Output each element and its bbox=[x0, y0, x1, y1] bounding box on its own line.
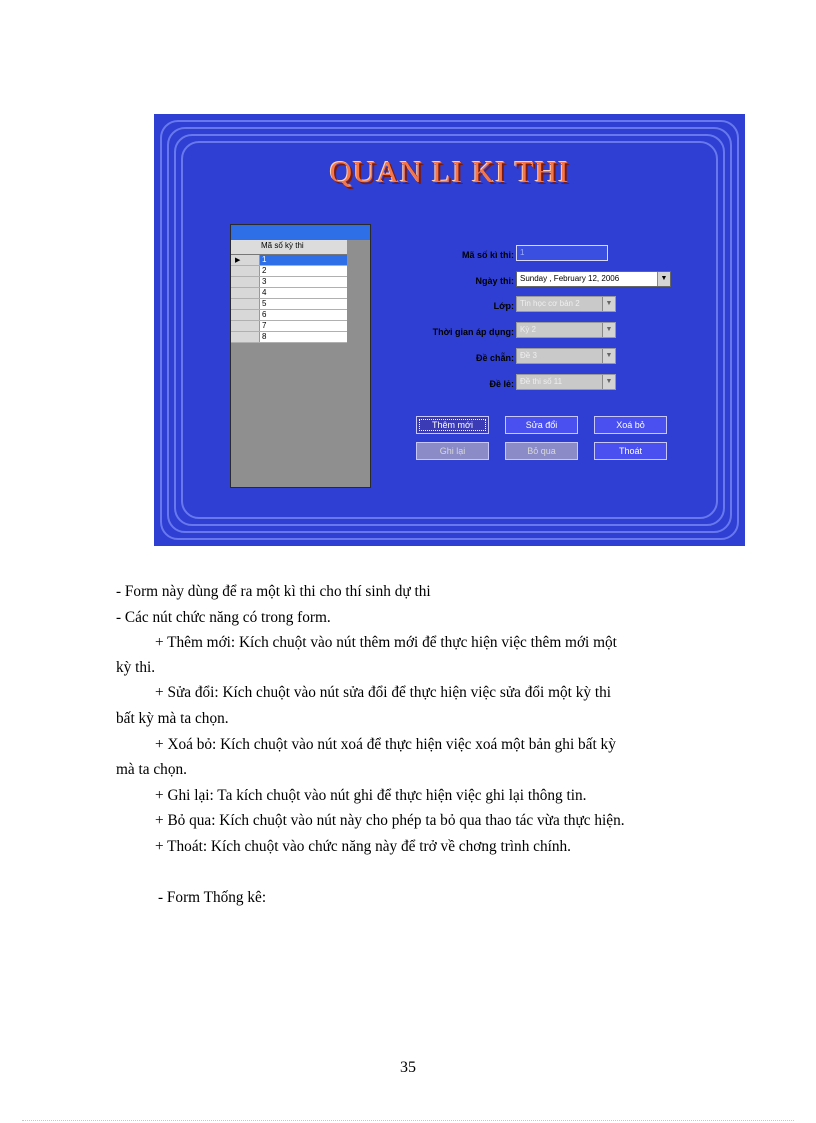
add-button[interactable]: Thêm mới bbox=[416, 416, 489, 434]
exam-date-value: Sunday , February 12, 2006 bbox=[520, 274, 620, 283]
table-row[interactable] bbox=[231, 255, 347, 266]
row-selector[interactable] bbox=[231, 310, 260, 320]
table-row[interactable] bbox=[231, 299, 347, 310]
text-line: + Ghi lại: Ta kích chuột vào nút ghi để thực hiện việc ghi lại thông tin. bbox=[155, 787, 587, 804]
row-selector[interactable] bbox=[231, 321, 260, 331]
text-line: - Form này dùng để ra một kì thi cho thí sinh dự thi bbox=[116, 583, 431, 600]
table-row[interactable] bbox=[231, 310, 347, 321]
grid-cell: 3 bbox=[262, 277, 267, 286]
row-selector[interactable] bbox=[231, 266, 260, 276]
chevron-down-icon[interactable]: ▼ bbox=[602, 349, 615, 363]
edit-button[interactable]: Sửa đổi bbox=[505, 416, 578, 434]
chevron-down-icon[interactable]: ▼ bbox=[602, 375, 615, 389]
save-button[interactable]: Ghi lại bbox=[416, 442, 489, 460]
text-line: + Xoá bỏ: Kích chuột vào nút xoá để thực hiện việc xoá một bản ghi bất kỳ bbox=[155, 736, 616, 753]
odd-exam-label: Đề lẻ: bbox=[489, 379, 514, 389]
grid-column-header: Mã số kỳ thi bbox=[261, 241, 304, 250]
grid-header-row bbox=[231, 240, 347, 255]
grid-title-bar bbox=[231, 225, 370, 240]
exam-id-field[interactable]: 1 bbox=[516, 245, 608, 261]
period-label: Thời gian áp dụng: bbox=[432, 327, 514, 337]
grid-cell: 2 bbox=[262, 266, 267, 275]
footer-divider bbox=[22, 1120, 794, 1121]
grid-cell: 6 bbox=[262, 310, 267, 319]
skip-button[interactable]: Bỏ qua bbox=[505, 442, 578, 460]
exam-date-picker[interactable] bbox=[516, 271, 671, 287]
row-selector[interactable] bbox=[231, 288, 260, 298]
text-line: - Form Thống kê: bbox=[158, 889, 267, 906]
row-selector[interactable] bbox=[231, 332, 260, 342]
odd-exam-select[interactable] bbox=[516, 374, 616, 390]
text-line: - Các nút chức năng có trong form. bbox=[116, 609, 331, 626]
text-line: kỳ thi. bbox=[116, 659, 156, 676]
even-exam-value: Đề 3 bbox=[520, 351, 537, 360]
exit-button[interactable]: Thoát bbox=[594, 442, 667, 460]
exam-id-label: Mã số kì thi: bbox=[461, 250, 514, 260]
exam-management-screenshot bbox=[154, 114, 745, 546]
exam-id-grid[interactable] bbox=[230, 224, 371, 488]
page-number: 35 bbox=[400, 1059, 416, 1076]
text-line: + Sửa đổi: Kích chuột vào nút sửa đổi để thực hiện việc sửa đổi một kỳ thi bbox=[155, 684, 612, 701]
even-exam-label: Đề chẵn: bbox=[475, 353, 514, 363]
class-select[interactable] bbox=[516, 296, 616, 312]
grid-cell: 5 bbox=[262, 299, 267, 308]
period-value: Kỳ 2 bbox=[520, 325, 537, 334]
row-selector[interactable] bbox=[231, 277, 260, 287]
grid-cell: 7 bbox=[262, 321, 267, 330]
grid-cell: 8 bbox=[262, 332, 267, 341]
chevron-down-icon[interactable]: ▼ bbox=[657, 272, 670, 286]
table-row[interactable] bbox=[231, 321, 347, 332]
row-pointer-icon: ▶ bbox=[235, 256, 241, 264]
exam-date-label: Ngày thi: bbox=[475, 276, 514, 286]
row-selector[interactable] bbox=[231, 299, 260, 309]
table-row[interactable] bbox=[231, 277, 347, 288]
odd-exam-value: Đề thi số 11 bbox=[520, 377, 563, 386]
grid-cell: 1 bbox=[262, 255, 267, 264]
text-line: + Bỏ qua: Kích chuột vào nút này cho phép ta bỏ qua thao tác vừa thực hiện. bbox=[155, 812, 625, 829]
table-row[interactable] bbox=[231, 266, 347, 277]
table-row[interactable] bbox=[231, 332, 347, 343]
class-value: Tin học cơ bản 2 bbox=[520, 299, 580, 308]
even-exam-select[interactable] bbox=[516, 348, 616, 364]
row-selector[interactable] bbox=[231, 255, 260, 265]
text-line: mà ta chọn. bbox=[116, 761, 187, 778]
delete-button[interactable]: Xoá bỏ bbox=[594, 416, 667, 434]
text-line: + Thêm mới: Kích chuột vào nút thêm mới để thực hiện việc thêm mới một bbox=[155, 634, 617, 651]
text-line: + Thoát: Kích chuột vào chức năng này để trở về chơng trình chính. bbox=[155, 838, 571, 855]
chevron-down-icon[interactable]: ▼ bbox=[602, 323, 615, 337]
text-line: bất kỳ mà ta chọn. bbox=[116, 710, 229, 727]
class-label: Lớp: bbox=[493, 301, 514, 311]
selected-cell-highlight bbox=[260, 255, 347, 265]
period-select[interactable] bbox=[516, 322, 616, 338]
grid-cell: 4 bbox=[262, 288, 267, 297]
chevron-down-icon[interactable]: ▼ bbox=[602, 297, 615, 311]
app-title: QUAN LI KI THI bbox=[329, 154, 570, 189]
table-row[interactable] bbox=[231, 288, 347, 299]
